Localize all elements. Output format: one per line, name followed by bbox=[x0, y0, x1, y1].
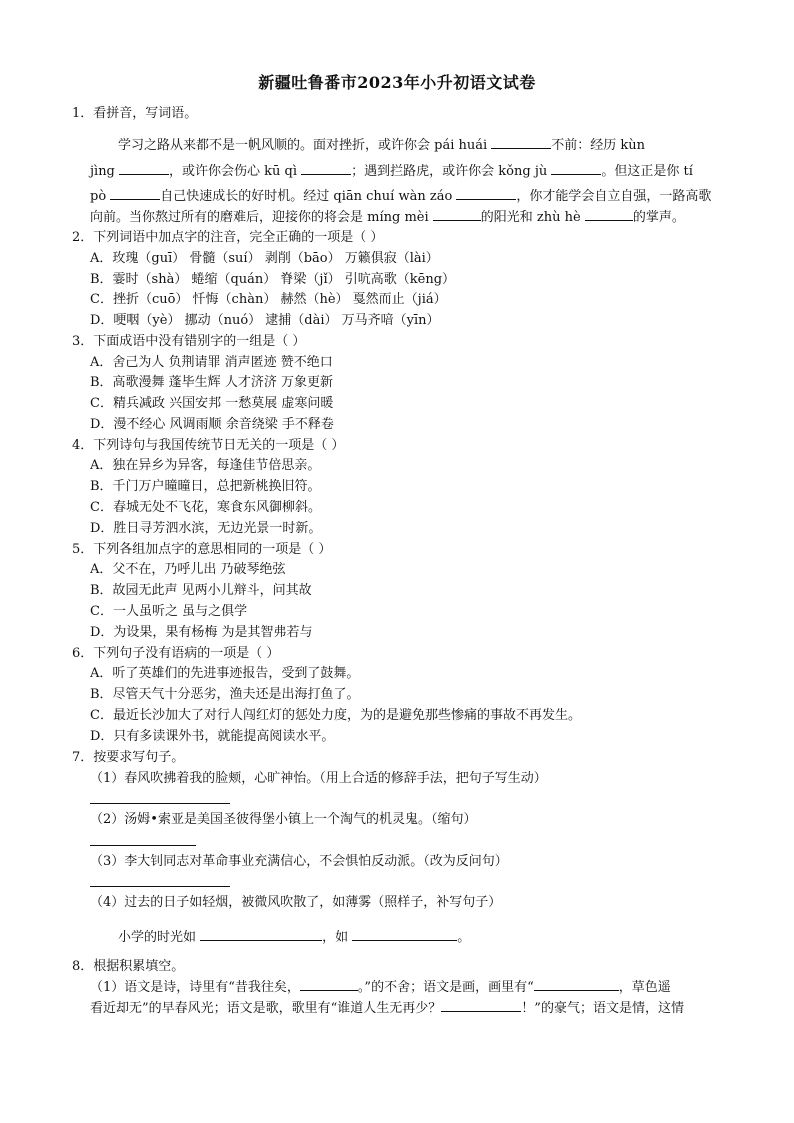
q6-option-c[interactable]: C．最近长沙加大了对行人闯红灯的惩处力度，为的是避免那些惨痛的事故不再发生。 bbox=[90, 708, 581, 723]
q1-text: pò bbox=[90, 189, 111, 204]
q1-text: ，你才能学会自立自强，一路高歌 bbox=[516, 189, 712, 204]
q8-text: （1）语文是诗，诗里有“昔我往矣， bbox=[90, 980, 300, 995]
q5-stem: 5．下列各组加点字的意思相同的一项是（ ） bbox=[72, 542, 332, 557]
q7-answer-line-1[interactable] bbox=[90, 803, 230, 804]
q8-text: ，草色遥 bbox=[618, 980, 671, 995]
q7-sub-1: （1）春风吹拂着我的脸颊，心旷神怡。（用上合适的修辞手法，把句子写生动） bbox=[90, 771, 547, 786]
q8-text: ！”的豪气；语文是情，这情 bbox=[521, 1001, 684, 1016]
q1-line-2 bbox=[90, 162, 693, 181]
q5-option-c[interactable]: C．一人虽听之 虽与之俱学 bbox=[90, 604, 248, 619]
q2-option-c[interactable]: C．挫折（cuō） 忏悔（chàn） 赫然（hè） 戛然而止（jiá） bbox=[90, 292, 447, 307]
q8-stem: 8．根据积累填空。 bbox=[72, 959, 185, 974]
q5-option-d[interactable]: D．为设果，果有杨梅 为是其智弗若与 bbox=[90, 625, 313, 640]
answer-blank[interactable] bbox=[110, 187, 160, 200]
q7-stem: 7．按要求写句子。 bbox=[72, 750, 185, 765]
q1-text: jìng bbox=[90, 164, 120, 179]
q7-sub-4: （4）过去的日子如轻烟，被微风吹散了，如薄雾（照样子，补写句子） bbox=[90, 895, 502, 910]
q6-option-b[interactable]: B．尽管天气十分恶劣，渔夫还是出海打鱼了。 bbox=[90, 687, 360, 702]
q1-stem: 1．看拼音，写词语。 bbox=[72, 106, 198, 121]
q4-stem: 4．下列诗句与我国传统节日无关的一项是（ ） bbox=[72, 438, 345, 453]
q1-text: ，或许你会伤心 kū qì bbox=[169, 164, 302, 179]
q3-option-c[interactable]: C．精兵减政 兴国安邦 一愁莫展 虚寒问暖 bbox=[90, 396, 334, 411]
q2-option-a[interactable]: A．玫瑰（guī） 骨髓（suí） 剥削（bāo） 万籁俱寂（lài） bbox=[90, 251, 439, 266]
answer-blank[interactable] bbox=[300, 978, 358, 991]
q1-text: 。但这正是你 tí bbox=[601, 164, 693, 179]
q8-line-2 bbox=[90, 999, 684, 1018]
q3-option-b[interactable]: B．高歌漫舞 蓬毕生辉 人才济济 万象更新 bbox=[90, 375, 333, 390]
q2-stem: 2．下列词语中加点字的注音，完全正确的一项是（ ） bbox=[72, 230, 384, 245]
q5-option-a[interactable]: A．父不在，乃呼儿出 乃破琴绝弦 bbox=[90, 562, 286, 577]
q4-option-a[interactable]: A．独在异乡为异客，每逢佳节倍思亲。 bbox=[90, 458, 321, 473]
q1-text: 不前：经历 kùn bbox=[551, 138, 646, 153]
q7-text: 。 bbox=[457, 930, 471, 945]
q4-option-d[interactable]: D．胜日寻芳泗水滨，无边光景一时新。 bbox=[90, 521, 322, 536]
q6-option-d[interactable]: D．只有多读课外书，就能提高阅读水平。 bbox=[90, 729, 335, 744]
q7-text: 小学的时光如 bbox=[118, 930, 201, 945]
answer-blank[interactable] bbox=[301, 162, 351, 175]
q1-text: ；遇到拦路虎，或许你会 kǒng jù bbox=[351, 164, 552, 179]
q8-line-1 bbox=[90, 978, 671, 997]
q6-stem: 6．下列句子没有语病的一项是（ ） bbox=[72, 646, 280, 661]
q1-text: 自己快速成长的好时机。经过 qiān chuí wàn záo bbox=[160, 189, 457, 204]
answer-blank[interactable] bbox=[585, 208, 633, 221]
q1-text: 学习之路从来都不是一帆风顺的。面对挫折，或许你会 pái huái bbox=[118, 138, 492, 153]
q3-option-d[interactable]: D．漫不经心 风调雨顺 余音绕梁 手不释卷 bbox=[90, 417, 334, 432]
answer-blank[interactable] bbox=[433, 208, 481, 221]
q7-answer-line-3[interactable] bbox=[90, 886, 230, 887]
q4-option-c[interactable]: C．春城无处不飞花，寒食东风御柳斜。 bbox=[90, 500, 321, 515]
q1-line-1 bbox=[118, 136, 645, 155]
page-title: 新疆吐鲁番市2023年小升初语文试卷 bbox=[258, 73, 536, 92]
q7-text: ，如 bbox=[322, 930, 353, 945]
q1-text: 向前。当你熬过所有的磨难后，迎接你的将会是 míng mèi bbox=[90, 210, 433, 225]
q2-option-d[interactable]: D．哽咽（yè） 挪动（nuó） 逮捕（dài） 万马齐喑（yīn） bbox=[90, 313, 440, 328]
q7-answer-line-2[interactable] bbox=[90, 845, 196, 846]
answer-blank[interactable] bbox=[491, 136, 551, 149]
answer-blank[interactable] bbox=[119, 162, 169, 175]
q1-text: 的掌声。 bbox=[632, 210, 685, 225]
q2-option-b[interactable]: B．霎时（shà） 蜷缩（quán） 脊梁（jǐ） 引吭高歌（kēng） bbox=[90, 272, 456, 287]
q3-option-a[interactable]: A．舍己为人 负荆请罪 消声匿迹 赞不绝口 bbox=[90, 355, 333, 370]
q8-text: 。”的不舍；语文是画，画里有“ bbox=[357, 980, 534, 995]
answer-blank[interactable] bbox=[200, 928, 322, 941]
q1-line-3 bbox=[90, 187, 711, 206]
q3-stem: 3．下面成语中没有错别字的一组是（ ） bbox=[72, 334, 306, 349]
answer-blank[interactable] bbox=[456, 187, 516, 200]
q7-sub-5 bbox=[118, 928, 470, 947]
answer-blank[interactable] bbox=[551, 162, 601, 175]
answer-blank[interactable] bbox=[352, 928, 457, 941]
answer-blank[interactable] bbox=[534, 978, 619, 991]
q8-text: 看近却无”的早春风光；语文是歌，歌里有“谁道人生无再少？ bbox=[90, 1001, 442, 1016]
q1-line-4 bbox=[90, 208, 685, 227]
q5-option-b[interactable]: B．故园无此声 见两小儿辩斗，问其故 bbox=[90, 583, 312, 598]
q6-option-a[interactable]: A．听了英雄们的先进事迹报告，受到了鼓舞。 bbox=[90, 666, 360, 681]
q4-option-b[interactable]: B．千门万户曈曈日，总把新桃换旧符。 bbox=[90, 479, 321, 494]
q7-sub-3: （3）李大钊同志对革命事业充满信心，不会惧怕反动派。（改为反问句） bbox=[90, 854, 508, 869]
answer-blank[interactable] bbox=[441, 999, 521, 1012]
q7-sub-2: （2）汤姆•索亚是美国圣彼得堡小镇上一个淘气的机灵鬼。（缩句） bbox=[90, 812, 477, 827]
q1-text: 的阳光和 zhù hè bbox=[480, 210, 585, 225]
